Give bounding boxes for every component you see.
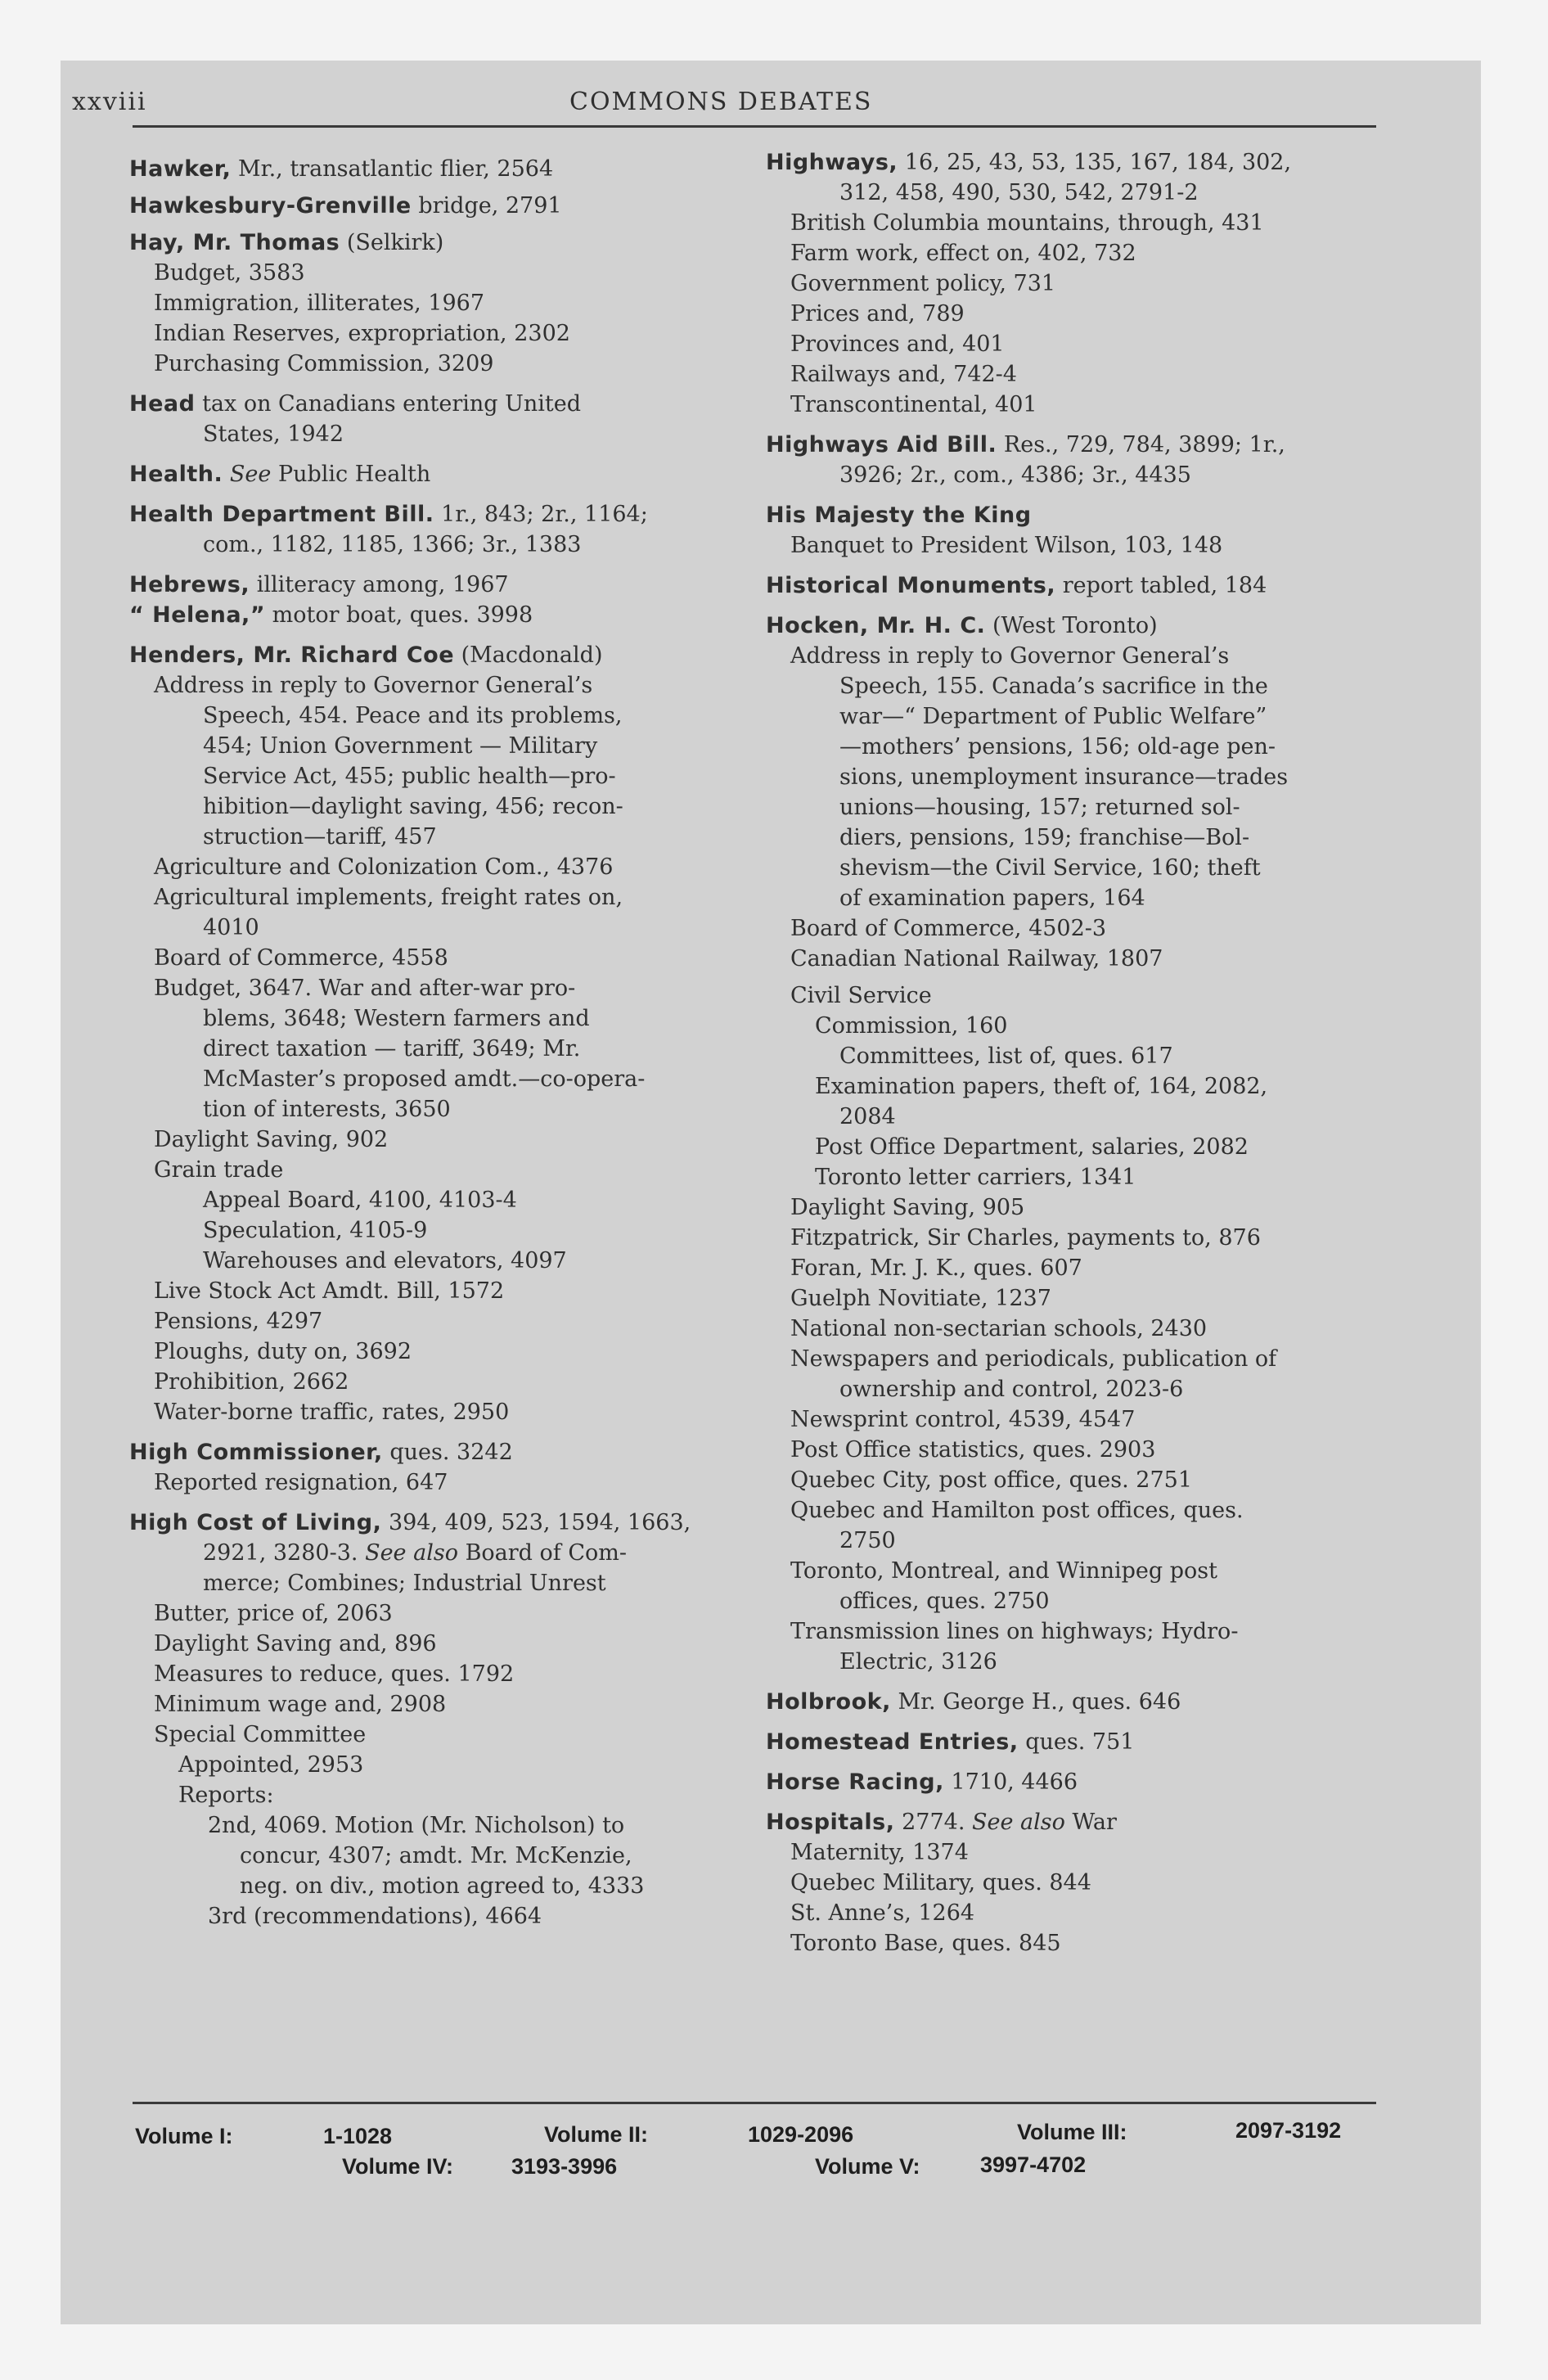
- entry-text: Immigration, illiterates, 1967: [154, 291, 485, 316]
- entry-text: tax on Canadians entering United: [202, 391, 582, 417]
- entry-head: Health Department Bill.: [129, 502, 434, 527]
- entry-text: Speech, 454. Peace and its problems,: [203, 703, 623, 728]
- entry-text: Post Office statistics, ques. 2903: [790, 1437, 1156, 1463]
- index-entry-line: [766, 329, 1375, 359]
- entry-text: hibition—daylight saving, 456; recon-: [203, 794, 623, 819]
- entry-text: 2084: [839, 1104, 896, 1129]
- index-entry-line: [766, 1465, 1375, 1495]
- entry-text: Quebec City, post office, ques. 2751: [790, 1467, 1192, 1493]
- index-entry-line: [129, 1397, 739, 1427]
- index-entry-line: [129, 1185, 739, 1215]
- entry-text: (West Toronto): [992, 613, 1158, 638]
- index-entry-line: [129, 852, 739, 882]
- entry-text: blems, 3648; Western farmers and: [203, 1006, 590, 1031]
- entry-text: Appointed, 2953: [178, 1752, 364, 1778]
- entry-text: of examination papers, 164: [839, 886, 1145, 911]
- entry-text: Speculation, 4105-9: [203, 1218, 428, 1243]
- index-entry-line: [766, 178, 1375, 208]
- index-entry-heading: [766, 1687, 1375, 1717]
- footer-vol4-range: 3193-3996: [511, 2154, 618, 2179]
- index-entry-line: [129, 1003, 739, 1034]
- index-entry-line: [129, 1155, 739, 1185]
- index-entry-line: [766, 530, 1375, 561]
- entry-text: Budget, 3647. War and after-war pro-: [154, 976, 576, 1001]
- entry-text: Butter, price of, 2063: [154, 1601, 393, 1626]
- index-entry-heading: [129, 191, 739, 221]
- footer-vol2-label: Volume II:: [544, 2122, 649, 2147]
- index-entry-line: [766, 1616, 1375, 1647]
- entry-text: Board of Com-: [465, 1540, 627, 1566]
- entry-head: Homestead Entries,: [766, 1729, 1019, 1755]
- entry-text: Water-borne traffic, rates, 2950: [154, 1400, 510, 1425]
- entry-text: illiteracy among, 1967: [256, 572, 509, 597]
- entry-text: Maternity, 1374: [790, 1840, 969, 1865]
- entry-text: Agricultural implements, freight rates on,: [154, 885, 623, 910]
- entry-text: Board of Commerce, 4502-3: [790, 916, 1107, 941]
- index-entry-line: [766, 701, 1375, 732]
- index-entry-line: [766, 1404, 1375, 1435]
- entry-text: offices, ques. 2750: [839, 1589, 1050, 1614]
- footer-vol3-label: Volume III:: [1017, 2120, 1127, 2144]
- entry-text: Transmission lines on highways; Hydro-: [790, 1619, 1239, 1644]
- index-entry-line: [766, 1071, 1375, 1102]
- entry-text: ownership and control, 2023-6: [839, 1377, 1184, 1402]
- entry-text: Appeal Board, 4100, 4103-4: [203, 1188, 517, 1213]
- index-entry-line: [766, 1223, 1375, 1253]
- index-entry-line: [129, 1810, 739, 1841]
- entry-text: Special Committee: [154, 1722, 367, 1747]
- index-entry-heading: [766, 430, 1375, 460]
- entry-head: High Commissioner,: [129, 1440, 383, 1465]
- entry-text: Pensions, 4297: [154, 1309, 323, 1334]
- index-entry-heading: [129, 640, 739, 670]
- index-entry-line: [766, 1647, 1375, 1677]
- entry-head: Head: [129, 391, 196, 417]
- entry-text: Grain trade: [154, 1157, 284, 1183]
- index-entry-line: [766, 1898, 1375, 1928]
- index-entry-line: [129, 1276, 739, 1306]
- entry-head: “ Helena,”: [129, 602, 266, 628]
- index-entry-line: [129, 419, 739, 449]
- index-entry-line: [129, 1367, 739, 1397]
- index-entry-line: [766, 1102, 1375, 1132]
- entry-text: report tabled, 184: [1062, 573, 1267, 598]
- index-entry-heading: [129, 570, 739, 600]
- entry-text: Fitzpatrick, Sir Charles, payments to, 876: [790, 1225, 1261, 1251]
- entry-text: Warehouses and elevators, 4097: [203, 1248, 567, 1273]
- entry-text: National non-sectarian schools, 2430: [790, 1316, 1208, 1341]
- index-entry-heading: [766, 500, 1375, 530]
- index-entry-heading: [129, 459, 739, 489]
- entry-text: bridge, 2791: [418, 193, 562, 219]
- entry-text: Newspapers and periodicals, publication of: [790, 1346, 1277, 1372]
- index-entry-line: [766, 1041, 1375, 1071]
- entry-text: Address in reply to Governor General’s: [790, 643, 1230, 669]
- footer-vol3-range: 2097-3192: [1235, 2118, 1342, 2143]
- entry-text: Prohibition, 2662: [154, 1369, 349, 1395]
- index-entry-line: [766, 1586, 1375, 1616]
- entry-text: 312, 458, 490, 530, 542, 2791-2: [839, 180, 1199, 205]
- entry-head: Henders, Mr. Richard Coe: [129, 642, 455, 668]
- index-entry-heading: [129, 1437, 739, 1467]
- entry-head: Historical Monuments,: [766, 573, 1056, 598]
- index-entry-line: [129, 258, 739, 288]
- index-entry-line: [129, 791, 739, 822]
- entry-text: 454; Union Government — Military: [203, 733, 598, 759]
- entry-text: Government policy, 731: [790, 271, 1056, 296]
- entry-text: concur, 4307; amdt. Mr. McKenzie,: [240, 1843, 632, 1868]
- index-entry-line: [129, 761, 739, 791]
- index-entry-line: [129, 1689, 739, 1720]
- entry-see-also: See also: [972, 1810, 1065, 1835]
- index-entry-line: [766, 1374, 1375, 1404]
- entry-text: Civil Service: [790, 983, 932, 1008]
- index-entry-line: [766, 853, 1375, 883]
- entry-text: Prices and, 789: [790, 301, 965, 327]
- index-entry-line: [766, 671, 1375, 701]
- entry-head: Hay, Mr. Thomas: [129, 230, 340, 255]
- entry-head: His Majesty the King: [766, 503, 1032, 528]
- entry-text: 16, 25, 43, 53, 135, 167, 184, 302,: [904, 150, 1292, 175]
- entry-see-also: See also: [365, 1540, 458, 1566]
- index-entry-line: [766, 1344, 1375, 1374]
- index-entry-line: [766, 1526, 1375, 1556]
- entry-text: Address in reply to Governor General’s: [154, 673, 593, 698]
- entry-head: Highways Aid Bill.: [766, 432, 997, 458]
- entry-text: —mothers’ pensions, 156; old-age pen-: [839, 734, 1276, 760]
- index-entry-line: [766, 1435, 1375, 1465]
- entry-text: (Macdonald): [461, 642, 603, 668]
- entry-text: Res., 729, 784, 3899; 1r.,: [1003, 432, 1285, 458]
- entry-text: Transcontinental, 401: [790, 392, 1037, 417]
- entry-text: Newsprint control, 4539, 4547: [790, 1407, 1136, 1432]
- index-entry-line: [766, 1283, 1375, 1314]
- index-entry-line: [766, 1253, 1375, 1283]
- entry-text: Agriculture and Colonization Com., 4376: [154, 854, 614, 880]
- footer-vol1-range: 1-1028: [323, 2124, 393, 2148]
- index-entry-line: [766, 1837, 1375, 1868]
- entry-text: war—“ Department of Public Welfare”: [839, 704, 1267, 729]
- index-entry-line: [766, 913, 1375, 944]
- entry-head: Highways,: [766, 150, 898, 175]
- entry-text: Toronto, Montreal, and Winnipeg post: [790, 1558, 1217, 1584]
- index-entry-line: [129, 1246, 739, 1276]
- index-entry-line: [766, 460, 1375, 490]
- entry-text: Toronto Base, ques. 845: [790, 1931, 1061, 1956]
- entry-text: Railways and, 742-4: [790, 362, 1017, 387]
- entry-text: Banquet to President Wilson, 103, 148: [790, 533, 1223, 558]
- page-number: xxviii: [72, 88, 147, 116]
- entry-text: diers, pensions, 159; franchise—Bol-: [839, 825, 1250, 850]
- entry-text: Examination papers, theft of, 164, 2082,: [815, 1074, 1268, 1099]
- entry-text: Provinces and, 401: [790, 331, 1005, 357]
- index-entry-line: [766, 1928, 1375, 1959]
- entry-text: 1710, 4466: [951, 1769, 1078, 1795]
- index-entry-line: [766, 299, 1375, 329]
- footer-vol4-label: Volume IV:: [342, 2154, 454, 2179]
- index-entry-line: [766, 390, 1375, 420]
- entry-head: High Cost of Living,: [129, 1510, 382, 1535]
- entry-head: Hawkesbury-Grenville: [129, 193, 412, 219]
- index-entry-line: [129, 1598, 739, 1629]
- index-entry-heading: [766, 147, 1375, 178]
- header-rule: [133, 125, 1376, 128]
- index-entry-heading: [766, 1727, 1375, 1757]
- entry-text: Electric, 3126: [839, 1649, 997, 1675]
- index-entry-line: [766, 762, 1375, 792]
- index-entry-line: [129, 1538, 739, 1568]
- entry-text: Live Stock Act Amdt. Bill, 1572: [154, 1278, 505, 1304]
- entry-text: Mr., transatlantic flier, 2564: [238, 156, 554, 182]
- index-entry-line: [766, 732, 1375, 762]
- index-entry-line: [129, 822, 739, 852]
- entry-text: Quebec Military, ques. 844: [790, 1870, 1091, 1895]
- index-entry-line: [129, 1568, 739, 1598]
- index-entry-line: [129, 1215, 739, 1246]
- index-entry-heading: [766, 570, 1375, 601]
- entry-text: Foran, Mr. J. K., ques. 607: [790, 1255, 1082, 1281]
- entry-text: 2nd, 4069. Motion (Mr. Nicholson) to: [208, 1813, 625, 1838]
- entry-text: Post Office Department, salaries, 2082: [815, 1134, 1249, 1160]
- index-entry-line: [129, 1125, 739, 1155]
- entry-text: 394, 409, 523, 1594, 1663,: [388, 1510, 691, 1535]
- index-entry-line: [766, 1314, 1375, 1344]
- entry-text: Canadian National Railway, 1807: [790, 946, 1163, 971]
- entry-text: 3926; 2r., com., 4386; 3r., 4435: [839, 462, 1191, 488]
- index-entry-line: [129, 913, 739, 943]
- entry-text: 2921, 3280-3.: [203, 1540, 358, 1566]
- index-entry-line: [129, 318, 739, 349]
- entry-text: com., 1182, 1185, 1366; 3r., 1383: [203, 532, 582, 557]
- index-entry-line: [129, 670, 739, 701]
- index-entry-line: [766, 359, 1375, 390]
- entry-text: motor boat, ques. 3998: [272, 602, 533, 628]
- entry-text: 2774.: [902, 1810, 965, 1835]
- entry-text: Guelph Novitiate, 1237: [790, 1286, 1051, 1311]
- index-entry-heading: [129, 499, 739, 530]
- index-entry-heading: [766, 1807, 1375, 1837]
- index-entry-line: [129, 1871, 739, 1901]
- index-entry-line: [129, 1901, 739, 1931]
- entry-text: tion of interests, 3650: [203, 1097, 451, 1122]
- index-entry-line: [129, 1720, 739, 1750]
- index-entry-line: [766, 980, 1375, 1011]
- entry-text: merce; Combines; Industrial Unrest: [203, 1571, 606, 1596]
- entry-text: Committees, list of, ques. 617: [839, 1044, 1173, 1069]
- index-entry-line: [766, 238, 1375, 268]
- index-entry-line: [129, 943, 739, 973]
- entry-text: ques. 751: [1025, 1729, 1135, 1755]
- footer-vol1-label: Volume I:: [135, 2124, 233, 2148]
- entry-head: Hocken, Mr. H. C.: [766, 613, 986, 638]
- index-entry-line: [766, 1132, 1375, 1162]
- running-title: COMMONS DEBATES: [569, 88, 873, 116]
- entry-text: McMaster’s proposed amdt.—co-opera-: [203, 1066, 646, 1092]
- entry-text: Ploughs, duty on, 3692: [154, 1339, 412, 1364]
- entry-text: Indian Reserves, expropriation, 2302: [154, 321, 570, 346]
- index-entry-line: [129, 530, 739, 560]
- entry-see-also: See: [229, 462, 272, 487]
- index-entry-line: [129, 882, 739, 913]
- index-entry-line: [129, 973, 739, 1003]
- entry-text: unions—housing, 157; returned sol-: [839, 795, 1240, 820]
- index-entry-line: [129, 731, 739, 761]
- entry-text: Mr. George H., ques. 646: [898, 1689, 1181, 1715]
- entry-text: Minimum wage and, 2908: [154, 1692, 447, 1717]
- entry-text: Toronto letter carriers, 1341: [815, 1165, 1136, 1190]
- index-entry-line: [129, 1336, 739, 1367]
- index-entry-line: [129, 1094, 739, 1125]
- index-entry-heading: [129, 1508, 739, 1538]
- index-entry-heading: [129, 154, 739, 184]
- entry-text: British Columbia mountains, through, 431: [790, 210, 1264, 236]
- entry-text: Daylight Saving, 905: [790, 1195, 1025, 1220]
- entry-text: Public Health: [277, 462, 431, 487]
- entry-text: 4010: [203, 915, 259, 940]
- entry-text: Reports:: [178, 1783, 274, 1808]
- index-entry-line: [766, 1495, 1375, 1526]
- entry-text: direct taxation — tariff, 3649; Mr.: [203, 1036, 581, 1062]
- entry-text: Farm work, effect on, 402, 732: [790, 241, 1136, 266]
- index-entry-line: [129, 1841, 739, 1871]
- index-entry-line: [766, 208, 1375, 238]
- entry-text: Board of Commerce, 4558: [154, 945, 448, 971]
- entry-head: Hebrews,: [129, 572, 250, 597]
- entry-text: Reported resignation, 647: [154, 1470, 448, 1495]
- index-column-left: [129, 147, 739, 1931]
- entry-text: War: [1072, 1810, 1117, 1835]
- entry-text: Commission, 160: [815, 1013, 1008, 1039]
- index-entry-line: [766, 883, 1375, 913]
- entry-text: Purchasing Commission, 3209: [154, 351, 494, 376]
- index-entry-line: [766, 641, 1375, 671]
- index-entry-line: [129, 1629, 739, 1659]
- entry-text: shevism—the Civil Service, 160; theft: [839, 855, 1261, 881]
- entry-text: neg. on div., motion agreed to, 4333: [240, 1873, 645, 1899]
- index-entry-line: [129, 1750, 739, 1780]
- index-entry-heading: [129, 389, 739, 419]
- index-entry-line: [129, 1467, 739, 1498]
- index-entry-line: [766, 1192, 1375, 1223]
- footer-rule: [133, 2102, 1376, 2104]
- entry-text: Daylight Saving, 902: [154, 1127, 389, 1152]
- index-entry-line: [129, 701, 739, 731]
- footer-vol5-range: 3997-4702: [980, 2152, 1087, 2177]
- index-entry-line: [766, 944, 1375, 974]
- index-column-right: [766, 147, 1375, 1959]
- entry-text: Service Act, 455; public health—pro-: [203, 764, 616, 789]
- index-entry-line: [766, 268, 1375, 299]
- entry-text: Measures to reduce, ques. 1792: [154, 1661, 515, 1687]
- entry-text: 2750: [839, 1528, 896, 1553]
- index-entry-heading: [766, 611, 1375, 641]
- index-entry-line: [129, 349, 739, 379]
- index-entry-line: [766, 1162, 1375, 1192]
- index-entry-line: [129, 1659, 739, 1689]
- index-entry-line: [766, 792, 1375, 823]
- index-entry-line: [766, 1011, 1375, 1041]
- entry-text: (Selkirk): [346, 230, 444, 255]
- entry-head: Hospitals,: [766, 1810, 895, 1835]
- index-entry-line: [766, 823, 1375, 853]
- entry-text: Budget, 3583: [154, 260, 305, 286]
- entry-text: 3rd (recommendations), 4664: [208, 1904, 542, 1929]
- entry-text: 1r., 843; 2r., 1164;: [441, 502, 648, 527]
- entry-head: Hawker,: [129, 156, 232, 182]
- entry-text: ques. 3242: [389, 1440, 513, 1465]
- entry-text: sions, unemployment insurance—trades: [839, 764, 1289, 790]
- entry-text: Speech, 155. Canada’s sacrifice in the: [839, 674, 1268, 699]
- entry-text: struction—tariff, 457: [203, 824, 437, 850]
- footer-vol5-label: Volume V:: [815, 2154, 920, 2179]
- index-entry-line: [129, 1306, 739, 1336]
- index-entry-heading: [129, 600, 739, 630]
- index-entry-line: [766, 1868, 1375, 1898]
- entry-text: St. Anne’s, 1264: [790, 1900, 975, 1926]
- footer-vol2-range: 1029-2096: [748, 2122, 854, 2147]
- entry-text: Quebec and Hamilton post offices, ques.: [790, 1498, 1244, 1523]
- entry-text: Daylight Saving and, 896: [154, 1631, 437, 1657]
- index-entry-line: [129, 1780, 739, 1810]
- index-entry-line: [766, 1556, 1375, 1586]
- index-entry-heading: [766, 1767, 1375, 1797]
- index-entry-line: [129, 1034, 739, 1064]
- index-entry-line: [129, 288, 739, 318]
- index-entry-heading: [129, 228, 739, 258]
- entry-head: Horse Racing,: [766, 1769, 944, 1795]
- entry-text: States, 1942: [203, 421, 344, 447]
- entry-head: Holbrook,: [766, 1689, 891, 1715]
- entry-head: Health.: [129, 462, 223, 487]
- index-entry-line: [129, 1064, 739, 1094]
